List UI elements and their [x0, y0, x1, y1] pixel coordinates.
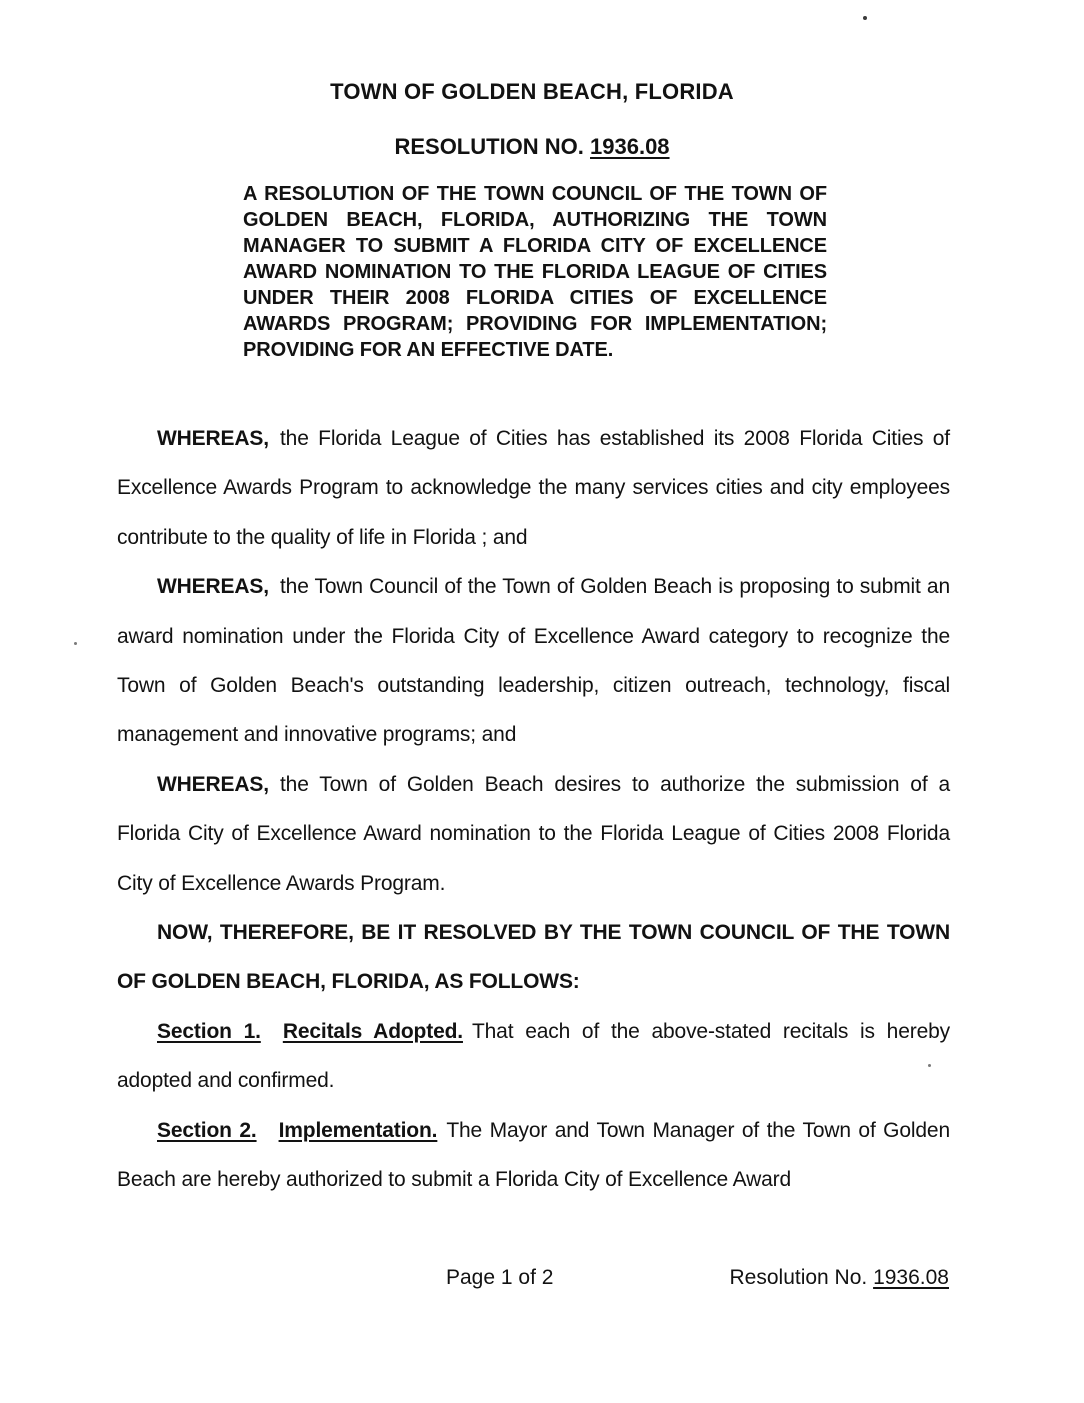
whereas-text: the Town Council of the Town of Golden Beach is proposing to submit an award nomination under the Florida City of Excellence Award category to recognize the Town of Golden Beach's outstanding leadership, citizen outreach, technology, fiscal management and innovative programs; and: [117, 575, 950, 747]
resolution-summary: A RESOLUTION OF THE TOWN COUNCIL OF THE TOWN OF GOLDEN BEACH, FLORIDA, AUTHORIZING THE TOWN MANAGER TO SUBMIT A FLORIDA CITY OF EXCELLENCE AWARD NOMINATION TO THE FLORIDA LEAGUE OF CITIES UNDER THEIR 2008 FLORIDA CITIES OF EXCELLENCE AWARDS PROGRAM; PROVIDING FOR IMPLEMENTATION; PROVIDING FOR AN EFFECTIVE DATE.: [243, 183, 827, 361]
section-title: Implementation.: [278, 1118, 438, 1142]
whereas-lead: WHEREAS,: [157, 575, 269, 599]
whereas-text: the Town of Golden Beach desires to authorize the submission of a Florida City of Excellence Award nomination to the Florida League of Cities 2008 Florida City of Excellence Awards Program.: [117, 772, 950, 895]
section-text: The Mayor and Town Manager of the Town of Golden Beach are hereby authorized to submit a Florida City of Excellence Award: [117, 1118, 950, 1192]
now-therefore-clause: NOW, THEREFORE, BE IT RESOLVED BY THE TOWN COUNCIL OF THE TOWN OF GOLDEN BEACH, FLORIDA, AS FOLLOWS:: [117, 921, 950, 994]
page-footer: [0, 1266, 1084, 1296]
document-title: TOWN OF GOLDEN BEACH, FLORIDA: [330, 79, 734, 104]
footer-resolution-label: Resolution No.: [729, 1266, 874, 1289]
footer-resolution-ref: [730, 1266, 950, 1290]
section-number: Section 1.: [157, 1019, 261, 1043]
whereas-text: the Florida League of Cities has established its 2008 Florida Cities of Excellence Awards Program to acknowledge the many services cities and city employees contribute to the quality of life in Florida ; and: [117, 427, 950, 549]
footer-resolution-number: 1936.08: [873, 1266, 949, 1289]
section-text: That each of the above-stated recitals is hereby adopted and confirmed.: [117, 1019, 950, 1093]
page-number: Page 1 of 2: [446, 1266, 554, 1289]
scan-speck: [863, 16, 867, 20]
resolution-heading: [0, 134, 1064, 160]
section-1: [117, 1007, 950, 1106]
document-body: [117, 414, 950, 1205]
whereas-lead: WHEREAS,: [157, 772, 269, 796]
whereas-clause-2: [117, 562, 950, 760]
resolution-number: 1936.08: [590, 134, 670, 159]
scan-speck: [74, 642, 77, 645]
whereas-clause-3: [117, 760, 950, 908]
whereas-clause-1: [117, 414, 950, 562]
whereas-lead: WHEREAS,: [157, 427, 269, 450]
section-2: [117, 1106, 950, 1205]
resolution-number-label: RESOLUTION NO.: [394, 134, 591, 159]
section-number: Section 2.: [157, 1118, 257, 1142]
section-title: Recitals Adopted.: [282, 1019, 463, 1043]
